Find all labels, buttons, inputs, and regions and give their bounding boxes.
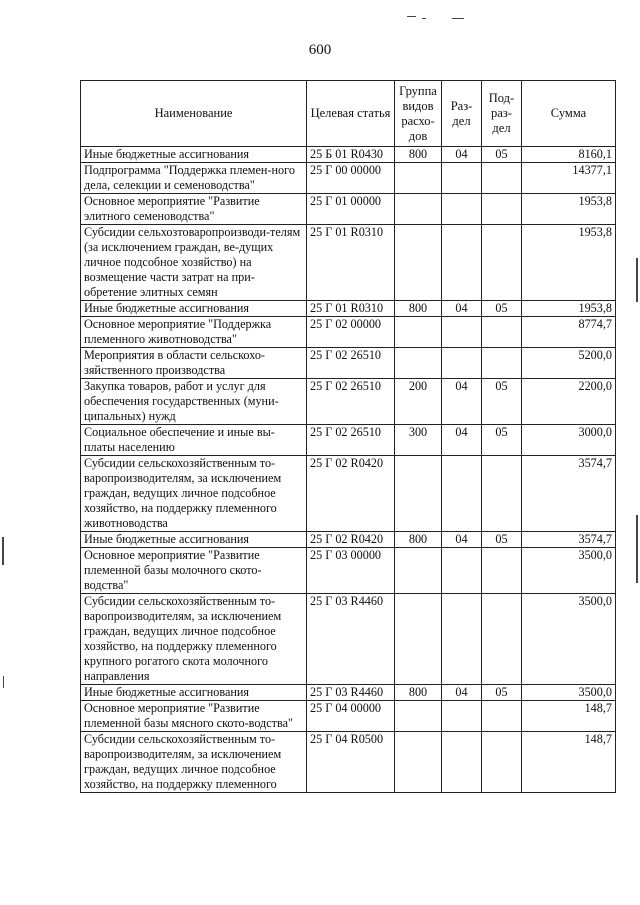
scan-mark-right-1	[636, 258, 638, 302]
table-header-row	[81, 81, 616, 147]
cell-sum: 5200,0	[522, 348, 616, 379]
cell-name: Социальное обеспечение и иные вы-платы населению	[81, 425, 307, 456]
cell-name: Подпрограмма "Поддержка племен-ного дела, селекции и семеноводства"	[81, 163, 307, 194]
table-row	[81, 425, 616, 456]
cell-target-article: 25 Г 03 00000	[307, 548, 395, 594]
table-row	[81, 348, 616, 379]
cell-target-article: 25 Г 02 R0420	[307, 456, 395, 532]
table-row	[81, 147, 616, 163]
cell-expense-group: 300	[395, 425, 442, 456]
header-section: Раз-дел	[442, 81, 482, 147]
cell-target-article: 25 Г 01 R0310	[307, 301, 395, 317]
cell-subsection	[482, 594, 522, 685]
cell-target-article: 25 Г 03 R4460	[307, 685, 395, 701]
table-row	[81, 532, 616, 548]
cell-expense-group: 800	[395, 301, 442, 317]
cell-expense-group: 800	[395, 147, 442, 163]
cell-target-article: 25 Б 01 R0430	[307, 147, 395, 163]
cell-subsection: 05	[482, 425, 522, 456]
cell-subsection	[482, 732, 522, 793]
cell-section	[442, 163, 482, 194]
cell-section: 04	[442, 147, 482, 163]
cell-subsection	[482, 456, 522, 532]
cell-sum: 8160,1	[522, 147, 616, 163]
cell-name: Субсидии сельскохозяйственным то-варопроизводителям, за исключением граждан, ведущих личное подсобное хозяйство, на поддержку племенного животноводства	[81, 456, 307, 532]
cell-sum: 3500,0	[522, 685, 616, 701]
table-row	[81, 456, 616, 532]
cell-expense-group	[395, 594, 442, 685]
cell-expense-group: 800	[395, 532, 442, 548]
cell-subsection	[482, 548, 522, 594]
cell-name: Иные бюджетные ассигнования	[81, 301, 307, 317]
cell-name: Иные бюджетные ассигнования	[81, 685, 307, 701]
table-row	[81, 225, 616, 301]
cell-expense-group: 200	[395, 379, 442, 425]
header-expense-group: Группа видов расхо-дов	[395, 81, 442, 147]
budget-table	[80, 80, 616, 793]
cell-target-article: 25 Г 02 26510	[307, 379, 395, 425]
cell-subsection	[482, 225, 522, 301]
cell-name: Основное мероприятие "Поддержка племенного животноводства"	[81, 317, 307, 348]
cell-sum: 3000,0	[522, 425, 616, 456]
cell-sum: 1953,8	[522, 194, 616, 225]
cell-sum: 1953,8	[522, 225, 616, 301]
cell-section: 04	[442, 379, 482, 425]
cell-target-article: 25 Г 02 26510	[307, 425, 395, 456]
cell-expense-group	[395, 348, 442, 379]
cell-name: Субсидии сельхозтоваропроизводи-телям (за исключением граждан, ве-дущих личное подсобное хозяйство) на возмещение части затрат на при-обретение элитных семян	[81, 225, 307, 301]
scan-mark-top-1	[407, 16, 416, 17]
scan-mark-left-2	[3, 676, 4, 688]
cell-target-article: 25 Г 03 R4460	[307, 594, 395, 685]
cell-expense-group	[395, 194, 442, 225]
cell-target-article: 25 Г 04 R0500	[307, 732, 395, 793]
cell-name: Иные бюджетные ассигнования	[81, 532, 307, 548]
cell-target-article: 25 Г 02 00000	[307, 317, 395, 348]
cell-section	[442, 194, 482, 225]
cell-subsection	[482, 194, 522, 225]
cell-sum: 14377,1	[522, 163, 616, 194]
table-row	[81, 379, 616, 425]
cell-section	[442, 701, 482, 732]
cell-subsection: 05	[482, 532, 522, 548]
cell-name: Иные бюджетные ассигнования	[81, 147, 307, 163]
table-row	[81, 548, 616, 594]
cell-sum: 1953,8	[522, 301, 616, 317]
scan-mark-right-2	[636, 515, 638, 583]
cell-section	[442, 548, 482, 594]
header-target-article: Целевая статья	[307, 81, 395, 147]
scan-mark-top-2	[422, 18, 426, 19]
cell-name: Закупка товаров, работ и услуг для обеспечения государственных (муни-ципальных) нужд	[81, 379, 307, 425]
cell-name: Субсидии сельскохозяйственным то-варопроизводителям, за исключением граждан, ведущих личное подсобное хозяйство, на поддержку племенного	[81, 732, 307, 793]
cell-expense-group	[395, 548, 442, 594]
cell-name: Основное мероприятие "Развитие элитного семеноводства"	[81, 194, 307, 225]
cell-name: Основное мероприятие "Развитие племенной базы мясного ското-водства"	[81, 701, 307, 732]
cell-sum: 8774,7	[522, 317, 616, 348]
cell-section	[442, 348, 482, 379]
cell-section: 04	[442, 685, 482, 701]
cell-sum: 148,7	[522, 701, 616, 732]
cell-target-article: 25 Г 01 R0310	[307, 225, 395, 301]
table-row	[81, 685, 616, 701]
cell-expense-group	[395, 732, 442, 793]
cell-section	[442, 456, 482, 532]
cell-name: Основное мероприятие "Развитие племенной базы молочного ското-водства"	[81, 548, 307, 594]
cell-sum: 148,7	[522, 732, 616, 793]
cell-subsection	[482, 348, 522, 379]
cell-subsection: 05	[482, 301, 522, 317]
header-sum: Сумма	[522, 81, 616, 147]
cell-section: 04	[442, 301, 482, 317]
cell-expense-group: 800	[395, 685, 442, 701]
cell-subsection: 05	[482, 685, 522, 701]
cell-section	[442, 594, 482, 685]
cell-expense-group	[395, 225, 442, 301]
table-row	[81, 301, 616, 317]
cell-subsection: 05	[482, 379, 522, 425]
cell-target-article: 25 Г 00 00000	[307, 163, 395, 194]
cell-sum: 3574,7	[522, 532, 616, 548]
cell-expense-group	[395, 163, 442, 194]
cell-expense-group	[395, 701, 442, 732]
cell-section	[442, 317, 482, 348]
cell-target-article: 25 Г 04 00000	[307, 701, 395, 732]
cell-section: 04	[442, 425, 482, 456]
header-name: Наименование	[81, 81, 307, 147]
cell-sum: 3500,0	[522, 548, 616, 594]
table-row	[81, 317, 616, 348]
cell-expense-group	[395, 317, 442, 348]
cell-name: Мероприятия в области сельскохо-зяйственного производства	[81, 348, 307, 379]
cell-sum: 3574,7	[522, 456, 616, 532]
cell-subsection	[482, 701, 522, 732]
cell-section: 04	[442, 532, 482, 548]
cell-subsection	[482, 317, 522, 348]
table-row	[81, 194, 616, 225]
cell-target-article: 25 Г 02 26510	[307, 348, 395, 379]
table-row	[81, 701, 616, 732]
cell-section	[442, 225, 482, 301]
cell-sum: 3500,0	[522, 594, 616, 685]
scan-mark-top-3	[452, 18, 464, 19]
cell-target-article: 25 Г 02 R0420	[307, 532, 395, 548]
cell-sum: 2200,0	[522, 379, 616, 425]
cell-section	[442, 732, 482, 793]
table-row	[81, 163, 616, 194]
table-row	[81, 732, 616, 793]
cell-subsection: 05	[482, 147, 522, 163]
scan-mark-left-1	[2, 537, 4, 565]
cell-target-article: 25 Г 01 00000	[307, 194, 395, 225]
header-subsection: Под-раз-дел	[482, 81, 522, 147]
cell-expense-group	[395, 456, 442, 532]
cell-name: Субсидии сельскохозяйственным то-варопроизводителям, за исключением граждан, ведущих личное подсобное хозяйство, на поддержку племенного крупного рогатого скота молочного направления	[81, 594, 307, 685]
cell-subsection	[482, 163, 522, 194]
table-row	[81, 594, 616, 685]
page-number: 600	[308, 42, 332, 58]
table-body	[81, 147, 616, 793]
